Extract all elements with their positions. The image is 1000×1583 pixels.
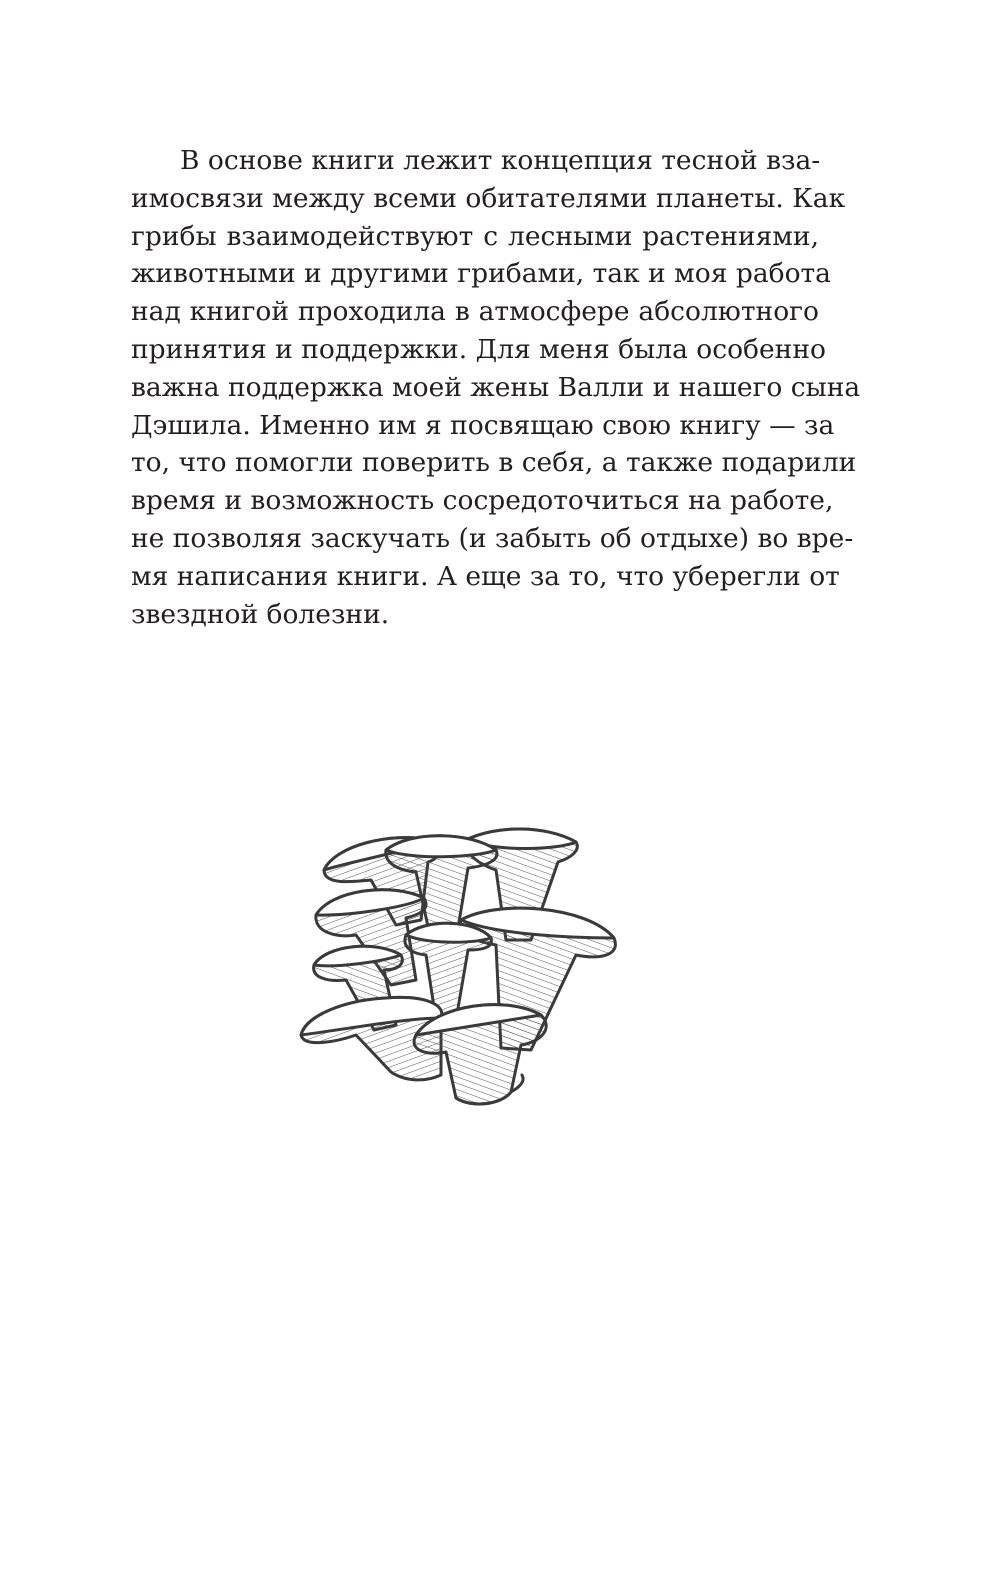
paragraph-line: время и возможность сосредоточиться на работе, <box>131 485 834 517</box>
paragraph-line: то, что помогли поверить в себя, а также подарили <box>131 447 857 479</box>
paragraph-line: животными и другими грибами, так и моя работа <box>131 258 831 290</box>
oyster-mushroom-cluster-icon <box>296 820 636 1110</box>
paragraph-line: звездной болезни. <box>131 598 390 630</box>
paragraph-line: Дэшила. Именно им я посвящаю свою книгу — за <box>131 409 835 441</box>
paragraph-line: мя написания книги. А еще за то, что уберегли от <box>131 560 840 592</box>
paragraph-line: имосвязи между всеми обитателями планеты. Как <box>131 182 846 214</box>
paragraph-line: важна поддержка моей жены Валли и нашего сына <box>131 371 861 403</box>
paragraph-line: В основе книги лежит концепция тесной вза- <box>180 145 821 176</box>
paragraph-line: грибы взаимодействуют с лесными растениями, <box>131 220 819 252</box>
paragraph-line: принятия и поддержки. Для меня была особенно <box>131 333 826 365</box>
paragraph <box>131 142 861 633</box>
paragraph-line: над книгой проходила в атмосфере абсолютного <box>131 296 819 328</box>
paragraph-line: не позволяя заскучать (и забыть об отдыхе) во вре- <box>131 522 854 554</box>
